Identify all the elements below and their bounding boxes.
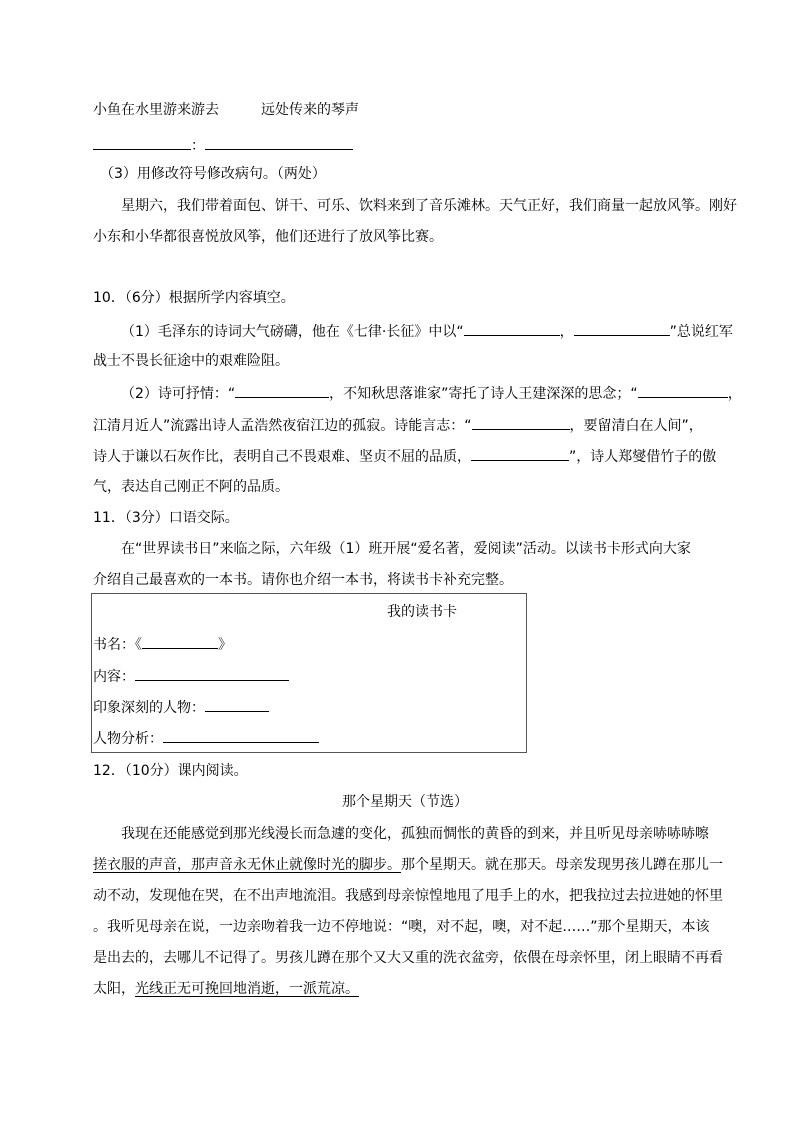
reading-card bbox=[91, 593, 527, 753]
analysis-label: 人物分析： bbox=[93, 731, 163, 747]
q11-intro-line2: 介绍自己最喜欢的一本书。请你也介绍一本书，将读书卡补充完整。 bbox=[93, 572, 513, 588]
q10-p2-text-c: ， bbox=[727, 386, 742, 402]
character-label: 印象深刻的人物： bbox=[93, 700, 205, 716]
q10-p2-text-a: （2）诗可抒情：“ bbox=[121, 386, 236, 402]
q10-p1-comma: ， bbox=[559, 324, 574, 340]
q11-intro-line1: 在“世界读书日”来临之际，六年级（1）班开展“爱名著，爱阅读”活动。以读书卡形式向大家 bbox=[121, 541, 691, 557]
q10-p2-line1 bbox=[121, 382, 742, 404]
q10-p2-line2 bbox=[93, 414, 703, 436]
q10-p2-text-b: ，不知秋思落谁家”寄托了诗人王建深深的思念；“ bbox=[329, 386, 638, 402]
q10-p1-line1 bbox=[121, 320, 733, 342]
book-close: 》 bbox=[218, 637, 232, 653]
content-label: 内容： bbox=[93, 669, 135, 685]
phrase-b: 远处传来的琴声 bbox=[261, 102, 359, 118]
part3-label: （3）用修改符号修改病句。（两处） bbox=[100, 166, 326, 182]
blank-q10-2[interactable] bbox=[574, 320, 670, 336]
passage-title: 那个星期天（节选） bbox=[342, 794, 468, 810]
card-character-row bbox=[93, 696, 269, 718]
q10-p1-line2: 战士不畏长征途中的艰难险阻。 bbox=[93, 353, 289, 369]
passage-line-2-rest: 那个星期天。就在那天。母亲发现男孩儿蹲在那儿一 bbox=[401, 857, 723, 873]
blank-q10-5[interactable] bbox=[472, 414, 570, 430]
q10-p2-line4: 气，表达自己刚正不阿的品质。 bbox=[93, 479, 289, 495]
passage-line-5: 是出去的，去哪儿不记得了。男孩儿蹲在那个又大又重的洗衣盆旁，依偎在母亲怀里，闭上眼睛不再看 bbox=[93, 950, 723, 966]
card-title: 我的读书卡 bbox=[387, 604, 457, 620]
passage-underlined-2: 光线正无可挽回地消逝，一派荒凉。 bbox=[135, 981, 359, 997]
passage-line-4: 。我听见母亲在说，一边亲吻着我一边不停地说：“噢，对不起，噢，对不起……”那个星期天，本该 bbox=[93, 919, 710, 935]
blank-q10-6[interactable] bbox=[471, 445, 569, 461]
card-analysis-row bbox=[93, 727, 319, 749]
q10-p1-text-a: （1）毛泽东的诗词大气磅礴，他在《七律·长征》中以“ bbox=[121, 324, 464, 340]
blank-q10-1[interactable] bbox=[464, 320, 560, 336]
passage-line-1: 我现在还能感觉到那光线漫长而急遽的变化，孤独而惆怅的黄昏的到来，并且听见母亲哧哧哧嚓 bbox=[121, 826, 709, 842]
passage-line-2 bbox=[93, 855, 723, 875]
blank-1[interactable] bbox=[93, 134, 191, 150]
card-book-row bbox=[93, 633, 232, 655]
passage-line-3: 动不动，发现他在哭，在不出声地流泪。我感到母亲惊惶地甩了甩手上的水，把我拉过去拉进她的怀里 bbox=[93, 888, 723, 904]
blank-q10-3[interactable] bbox=[235, 382, 329, 398]
q10-p2-line3-text-a: 诗人于谦以石灰作比，表明自己不畏艰难、坚贞不屈的品质， bbox=[93, 449, 471, 465]
blank-q10-4[interactable] bbox=[638, 382, 728, 398]
q12-heading: 12．（10分）课内阅读。 bbox=[93, 763, 248, 779]
answer-line-q9 bbox=[93, 134, 353, 156]
phrase-a: 小鱼在水里游来游去 bbox=[93, 102, 219, 118]
passage-underlined-1: 搓衣服的声音，那声音永无休止就像时光的脚步。 bbox=[93, 857, 401, 873]
book-name-blank[interactable] bbox=[142, 633, 218, 649]
content-blank[interactable] bbox=[135, 665, 289, 681]
card-content-row bbox=[93, 665, 289, 687]
passage-line-6-start: 太阳， bbox=[93, 981, 135, 997]
q10-p2-line2-text-b: ，要留清白在人间”， bbox=[569, 418, 703, 434]
passage-line-6 bbox=[93, 979, 359, 999]
q11-heading: 11．（3分）口语交际。 bbox=[93, 510, 239, 526]
q10-heading: 10．（6分）根据所学内容填空。 bbox=[93, 290, 295, 306]
q10-p2-line3 bbox=[93, 445, 716, 467]
sentence-line-2: 小东和小华都很喜悦放风筝，他们还进行了放风筝比赛。 bbox=[93, 229, 443, 245]
book-label: 书名：《 bbox=[93, 637, 142, 653]
q10-p1-text-b: ”总说红军 bbox=[669, 324, 733, 340]
colon: ： bbox=[191, 138, 205, 154]
q10-p2-line3-text-b: ”，诗人郑燮借竹子的傲 bbox=[569, 449, 717, 465]
sentence-line-1: 星期六，我们带着面包、饼干、可乐、饮料来到了音乐滩林。天气正好，我们商量一起放风筝。刚好 bbox=[121, 198, 737, 214]
blank-2[interactable] bbox=[205, 134, 353, 150]
q10-p2-line2-text-a: 江清月近人”流露出诗人孟浩然夜宿江边的孤寂。诗能言志：“ bbox=[93, 418, 472, 434]
character-blank[interactable] bbox=[205, 696, 269, 712]
analysis-blank[interactable] bbox=[163, 727, 319, 743]
